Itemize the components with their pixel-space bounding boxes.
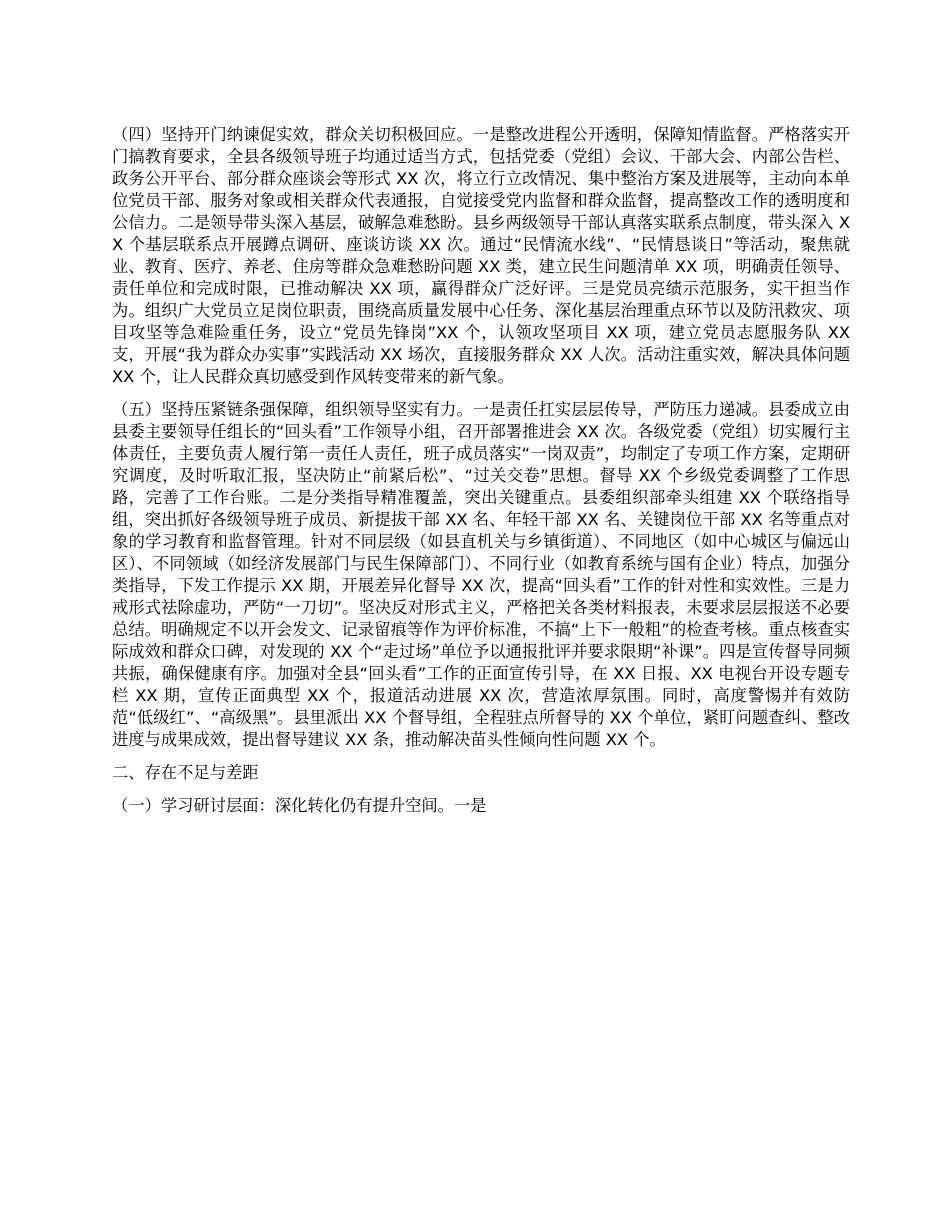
paragraph-section-4: （四）坚持开门纳谏促实效，群众关切积极回应。一是整改进程公开透明，保障知情监督。严格落实开门搞教育要求，全县各级领导班子均通过适当方式，包括党委（党组）会议、干部大会、内部公告栏、政务公开平台、部分群众座谈会等形式 XX 次，将立行立改情况、集中整治方案及进展等，主动向本单位党员干部、服务对象或相关群众代表通报，自觉接受党内监督和群众监督，提高整改工作的透明度和公信力。二是领导带头深入基层，破解急难愁盼。县乡两级领导干部认真落实联系点制度，带头深入 XX 个基层联系点开展蹲点调研、座谈访谈 XX 次。通过“民情流水线”、“民情恳谈日”等活动，聚焦就业、教育、医疗、养老、住房等群众急难愁盼问题 XX 类，建立民生问题清单 XX 项，明确责任领导、责任单位和完成时限，已推动解决 XX 项，赢得群众广泛好评。三是党员亮绩示范服务，实干担当作为。组织广大党员立足岗位职责，围绕高质量发展中心任务、深化基层治理重点环节以及防汛救灾、项目攻坚等急难险重任务，设立“党员先锋岗”XX 个，认领攻坚项目 XX 项，建立党员志愿服务队 XX 支，开展“我为群众办实事”实践活动 XX 场次，直接服务群众 XX 人次。活动注重实效，解决具体问题 XX 个，让人民群众真切感受到作风转变带来的新气象。	[112, 125, 850, 386]
document-page	[112, 124, 850, 828]
paragraph-section-5: （五）坚持压紧链条强保障，组织领导坚实有力。一是责任扛实层层传导，严防压力递减。县委成立由县委主要领导任组长的“回头看”工作领导小组，召开部署推进会 XX 次。各级党委（党组）切实履行主体责任，主要负责人履行第一责任人责任，班子成员落实“一岗双责”，均制定了专项工作方案，定期研究调度，及时听取汇报，坚决防止“前紧后松”、“过关交卷”思想。督导 XX 个乡级党委调整了工作思路，完善了工作台账。二是分类指导精准覆盖，突出关键重点。县委组织部牵头组建 XX 个联络指导组，突出抓好各级领导班子成员、新提拔干部 XX 名、年轻干部 XX 名、关键岗位干部 XX 名等重点对象的学习教育和监督管理。针对不同层级（如县直机关与乡镇街道）、不同地区（如中心城区与偏远山区）、不同领域（如经济发展部门与民生保障部门）、不同行业（如教育系统与国有企业）特点，加强分类指导，下发工作提示 XX 期，开展差异化督导 XX 次，提高“回头看”工作的针对性和实效性。三是力戒形式祛除虚功，严防“一刀切”。坚决反对形式主义，严格把关各类材料报表，未要求层层报送不必要总结。明确规定不以开会发文、记录留痕等作为评价标准，不搞“上下一般粗”的检查考核。重点核查实际成效和群众口碑，对发现的 XX 个“走过场”单位予以通报批评并要求限期“补课”。四是宣传督导同频共振，确保健康有序。加强对全县“回头看”工作的正面宣传引导，在 XX 日报、XX 电视台开设专题专栏 XX 期，宣传正面典型 XX 个，报道活动进展 XX 次，营造浓厚氛围。同时，高度警惕并有效防范“低级红”、“高级黑”。县里派出 XX 个督导组，全程驻点所督导的 XX 个单位，紧盯问题查纠、整改进度与成果成效，提出督导建议 XX 条，推动解决苗头性倾向性问题 XX 个。	[112, 400, 850, 749]
section-heading-shortcomings: 二、存在不足与差距	[112, 763, 259, 782]
paragraph-subsection-1: （一）学习研讨层面：深化转化仍有提升空间。一是	[112, 796, 487, 815]
